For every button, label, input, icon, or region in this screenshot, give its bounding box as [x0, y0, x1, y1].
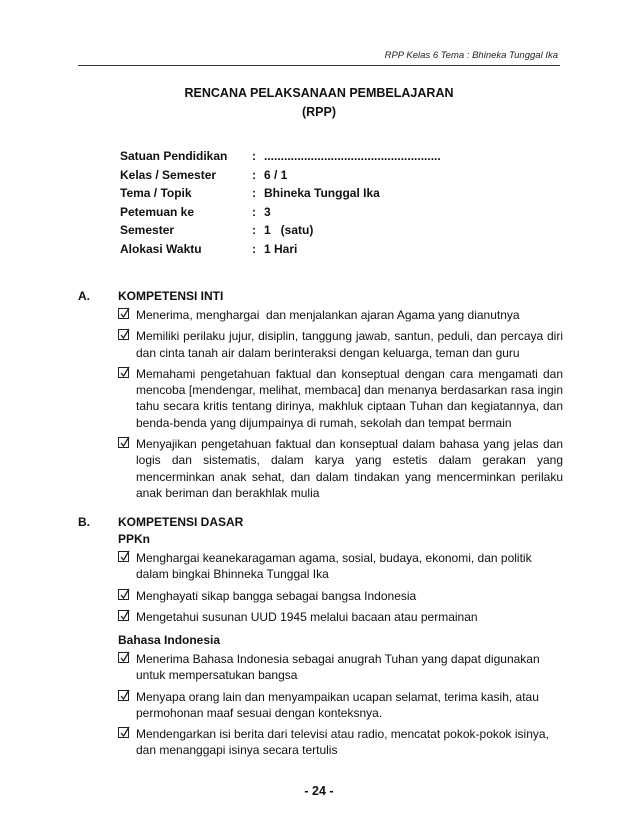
- title-line-1: RENCANA PELAKSANAAN PEMBELAJARAN: [184, 86, 454, 100]
- section-letter: B.: [78, 515, 90, 529]
- checklist-bahasa: [118, 651, 563, 764]
- checkbox-checked-icon: [118, 589, 129, 600]
- checkbox-checked-icon: [118, 367, 129, 378]
- page-number: - 24 -: [304, 784, 334, 798]
- header-rule: [78, 65, 560, 66]
- list-item-text: Menghargai keanekaragaman agama, sosial, budaya, ekonomi, dan politik dalam bingkai Bhinneka Tunggal Ika: [136, 551, 532, 582]
- list-item-text: Mendengarkan isi berita dari televisi atau radio, mencatat pokok-pokok isinya, dan menanggapi isinya secara tertulis: [136, 727, 549, 758]
- checkbox-checked-icon: [118, 690, 129, 701]
- running-header: RPP Kelas 6 Tema : Bhineka Tunggal Ika: [384, 50, 558, 61]
- list-item: [118, 436, 563, 501]
- list-item: [118, 609, 563, 625]
- list-item: [118, 307, 563, 323]
- info-value: 1 Hari: [264, 241, 298, 256]
- list-item: [118, 550, 563, 583]
- list-item: [118, 588, 563, 604]
- section-title: KOMPETENSI INTI: [118, 289, 224, 303]
- info-table: [120, 147, 441, 259]
- info-colon: :: [252, 241, 256, 256]
- info-row: [120, 221, 441, 240]
- info-colon: :: [252, 149, 256, 163]
- section-title: KOMPETENSI DASAR: [118, 515, 244, 529]
- info-label: Semester: [120, 223, 175, 238]
- list-item-text: Menerima Bahasa Indonesia sebagai anugrah Tuhan yang dapat digunakan untuk mempersatukan bangsa: [136, 652, 540, 683]
- info-row: [120, 166, 441, 185]
- info-row: [120, 147, 441, 166]
- info-value: .....................................................: [264, 149, 441, 163]
- info-label: Alokasi Waktu: [120, 241, 202, 256]
- info-label: Satuan Pendidikan: [120, 149, 228, 163]
- list-item: [118, 651, 563, 684]
- checkbox-checked-icon: [118, 727, 129, 738]
- list-item-text: Menyajikan pengetahuan faktual dan konseptual dalam bahasa yang jelas dan logis dan sistematis, dalam karya yang estetis dalam gerakan yang mencerminkan anak sehat, dan dalam tindakan yang mencerminkan perilaku anak beriman dan berakhlak mulia: [136, 437, 563, 500]
- info-value: 1 (satu): [264, 223, 314, 238]
- info-value: Bhineka Tunggal Ika: [264, 186, 380, 201]
- checkbox-checked-icon: [118, 308, 129, 319]
- info-colon: :: [252, 204, 256, 219]
- info-label: Kelas / Semester: [120, 167, 217, 182]
- checkbox-checked-icon: [118, 610, 129, 621]
- info-row: [120, 240, 441, 259]
- list-item: [118, 328, 563, 361]
- list-item: [118, 726, 563, 759]
- info-colon: :: [252, 186, 256, 201]
- list-item-text: Memahami pengetahuan faktual dan konseptual dengan cara mengamati dan mencoba [mendengar, melihat, membaca] dan menanya berdasarkan rasa ingin tahu secara kritis tentang dirinya, makhluk ciptaan Tuhan dan kegiatannya, dan benda-benda yang dijumpainya di rumah, sekolah dan tempat bermain: [136, 366, 563, 430]
- list-item-text: Menghayati sikap bangga sebagai bangsa Indonesia: [136, 588, 417, 603]
- info-label: Tema / Topik: [120, 186, 192, 201]
- list-item-text: Memiliki perilaku jujur, disiplin, tanggung jawab, santun, peduli, dan percaya diri dan cinta tanah air dalam berinteraksi dengan keluarga, teman dan guru: [136, 329, 563, 360]
- subject-heading-ppkn: PPKn: [118, 532, 151, 546]
- checklist: [118, 307, 563, 506]
- subject-heading-bahasa: Bahasa Indonesia: [118, 633, 221, 647]
- list-item-text: Menerima, menghargai dan menjalankan ajaran Agama yang dianutnya: [136, 308, 520, 322]
- list-item-text: Mengetahui susunan UUD 1945 melalui bacaan atau permainan: [136, 609, 478, 624]
- checkbox-checked-icon: [118, 652, 129, 663]
- checklist-ppkn: [118, 550, 563, 630]
- info-value: 3: [264, 204, 271, 219]
- list-item-text: Menyapa orang lain dan menyampaikan ucapan selamat, terima kasih, atau permohonan maaf sesuai dengan konteksnya.: [136, 689, 539, 720]
- checkbox-checked-icon: [118, 551, 129, 562]
- list-item: [118, 689, 563, 722]
- info-value: 6 / 1: [264, 167, 288, 182]
- document-title: [0, 84, 638, 122]
- info-row: [120, 203, 441, 222]
- info-row: [120, 184, 441, 203]
- title-line-2: (RPP): [301, 105, 337, 119]
- checkbox-checked-icon: [118, 329, 129, 340]
- info-colon: :: [252, 167, 256, 182]
- info-label: Petemuan ke: [120, 204, 195, 219]
- section-letter: A.: [78, 289, 90, 303]
- info-colon: :: [252, 223, 256, 238]
- checkbox-checked-icon: [118, 437, 129, 448]
- list-item: [118, 366, 563, 431]
